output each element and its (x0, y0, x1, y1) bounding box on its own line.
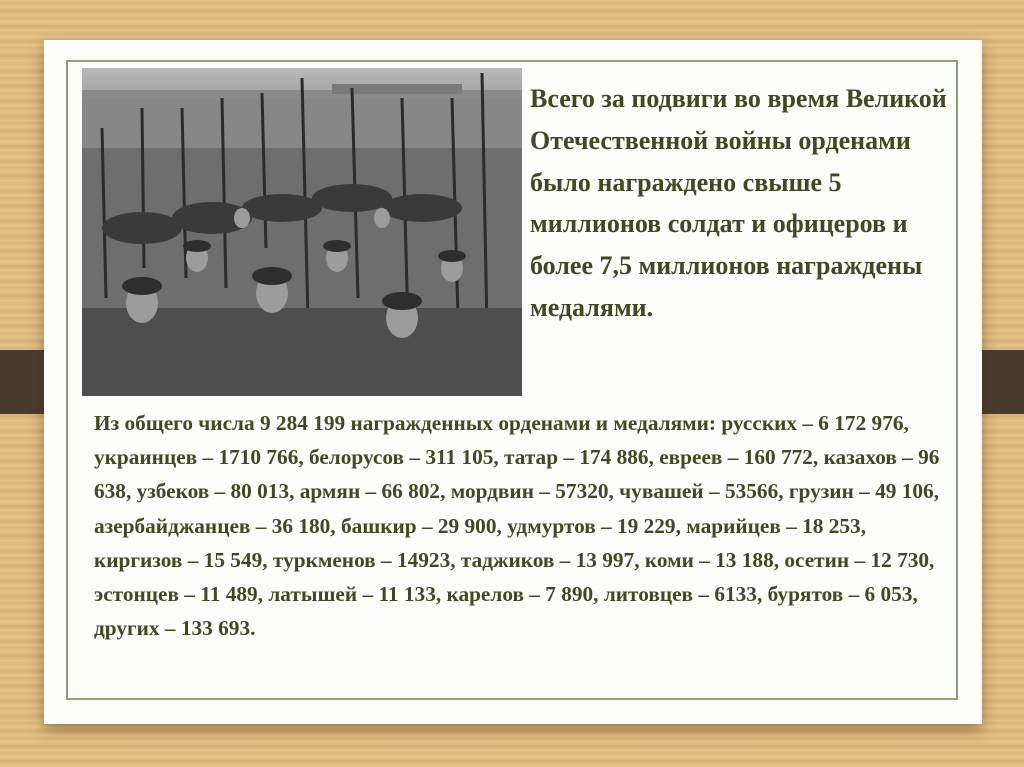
main-statement: Всего за подвиги во время Великой Отечественной войны орденами было награждено свыше 5 миллионов солдат и офицеров и более 7,5 миллионов награждены медалями. (530, 84, 947, 322)
soldiers-photo (82, 68, 522, 396)
award-statistics: Из общего числа 9 284 199 награжденных орденами и медалями: русских – 6 172 976, украинцев – 1710 766, белорусов – 311 105, татар – 174 886, евреев – 160 772, казахов – 96 638, узбеков – 80 013, армян – 66 802, мордвин – 57320, чувашей – 53566, грузин – 49 106, азербайджанцев – 36 180, башкир – 29 900, удмуртов – 19 229, марийцев – 18 253, киргизов – 15 549, туркменов – 14923, таджиков – 13 997, коми – 13 188, осетин – 12 730, эстонцев – 11 489, латышей – 11 133, карелов – 7 890, литовцев – 6133, бурятов – 6 053, других – 133 693. (94, 411, 940, 641)
